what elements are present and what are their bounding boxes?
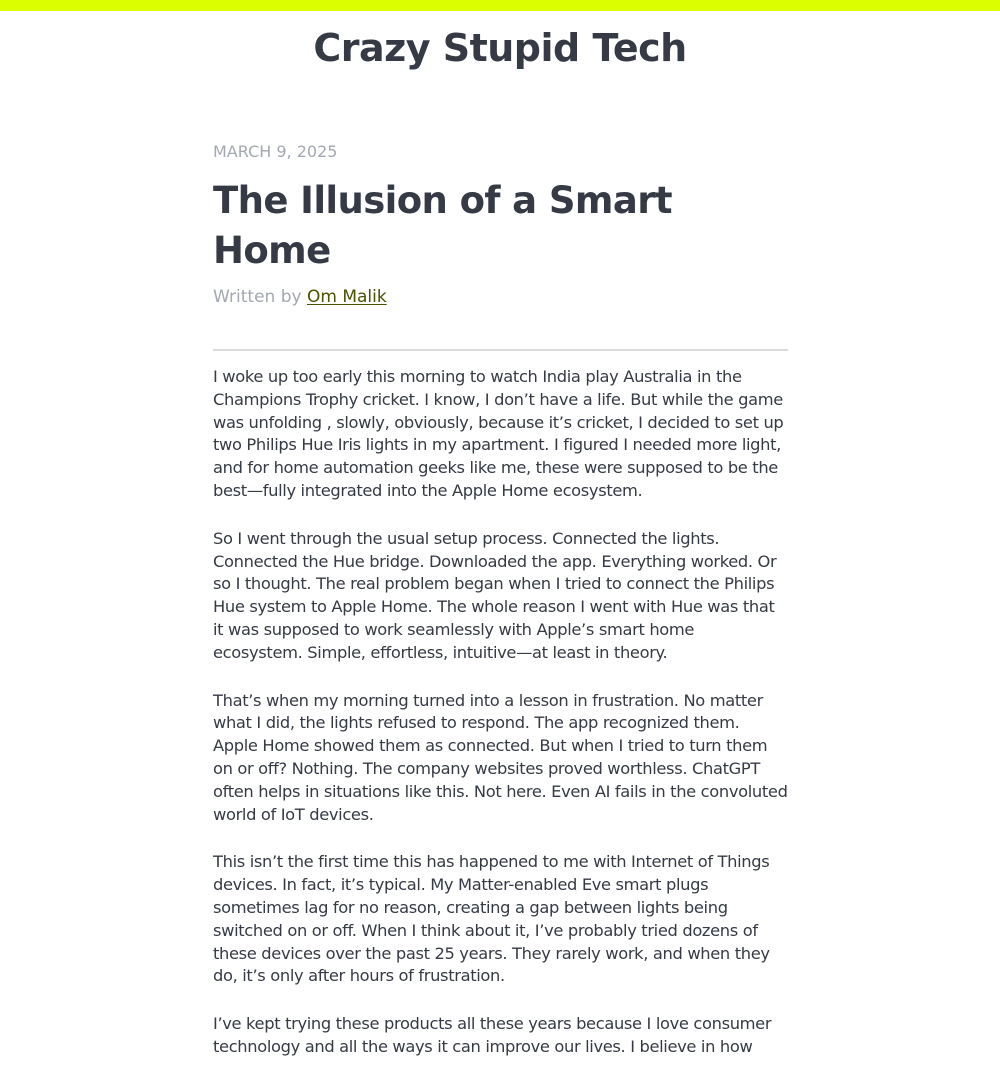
byline-prefix: Written by — [213, 287, 302, 307]
paragraph: So I went through the usual setup process. Connected the lights. Connected the Hue bridge. Downloaded the app. Everything worked. Or so I thought. The real problem began when I tried to connect the Philips Hue system to Apple Home. The whole reason I went with Hue was that it was supposed to work seamlessly with Apple’s smart home ecosystem. Simple, effortless, intuitive—at least in theory. — [213, 528, 777, 662]
site-title-link[interactable]: Crazy Stupid Tech — [313, 26, 687, 70]
paragraph: This isn’t the first time this has happened to me with Internet of Things devices. In fact, it’s typical. My Matter-enabled Eve smart plugs sometimes lag for no reason, creating a gap between lights being switched on or off. When I think about it, I’ve probably tried dozens of these devices over the past 25 years. They rarely work, and when they do, it’s only after hours of frustration. — [213, 852, 770, 986]
paragraph: That’s when my morning turned into a lesson in frustration. No matter what I did, the lights refused to respond. The app recognized them. Apple Home showed them as connected. But when I tried to turn them on or off? Nothing. The company websites proved worthless. ChatGPT often helps in situations like this. Not here. Even AI fails in the convoluted world of IoT devices. — [213, 690, 788, 824]
byline — [213, 285, 788, 309]
accent-top-bar — [0, 0, 1000, 11]
author-link[interactable]: Om Malik — [306, 287, 387, 307]
post-body — [213, 366, 788, 1059]
article — [213, 140, 788, 1084]
post-title: The Illusion of a Smart Home — [213, 179, 672, 272]
post-date: MARCH 9, 2025 — [213, 142, 338, 161]
divider — [213, 349, 788, 351]
paragraph: I woke up too early this morning to watch India play Australia in the Champions Trophy cricket. I know, I don’t have a life. But while the game was unfolding , slowly, obviously, because it’s cricket, I decided to set up two Philips Hue Iris lights in my apartment. I figured I needed more light, and for home automation geeks like me, these were supposed to be the best—fully integrated into the Apple Home ecosystem. — [213, 367, 784, 500]
paragraph: I’ve kept trying these products all these years because I love consumer technology and all the ways it can improve our lives. I believe in how — [213, 1014, 772, 1056]
